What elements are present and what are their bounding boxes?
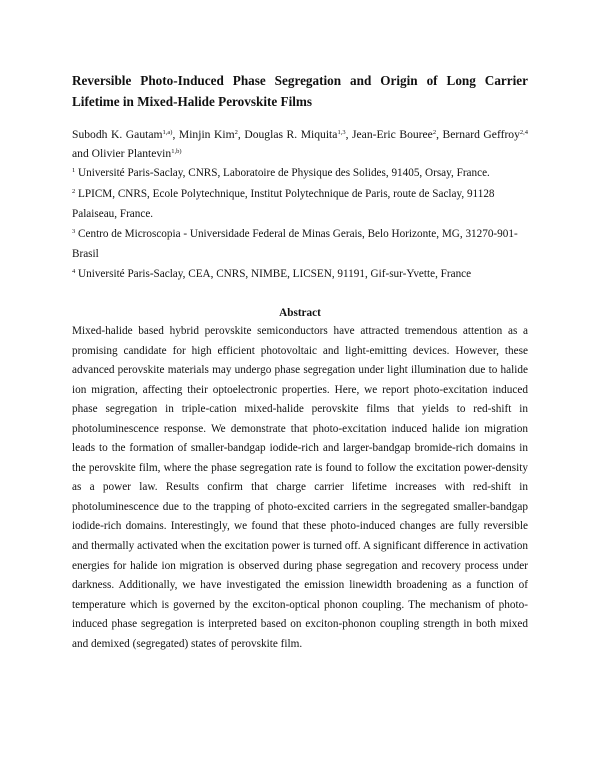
author-affiliation-mark: 2,4 (519, 129, 529, 136)
affiliation-number: 1 (72, 167, 76, 174)
affiliation-number: 2 (72, 188, 76, 195)
author-affiliation-mark: 1,3 (337, 129, 346, 136)
affiliation (72, 184, 528, 224)
affiliation-text: Université Paris-Saclay, CNRS, Laboratoire de Physique des Solides, 91405, Orsay, France. (78, 167, 490, 179)
affiliation-text: Université Paris-Saclay, CEA, CNRS, NIMBE, LICSEN, 91191, Gif-sur-Yvette, France (78, 268, 472, 280)
author-name: Bernard Geffroy (442, 128, 520, 141)
affiliation-text: Centro de Microscopia - Universidade Federal de Minas Gerais, Belo Horizonte, MG, 31270-901- Brasil (72, 228, 518, 260)
author-affiliation-mark: 1,b) (171, 148, 182, 155)
affiliation-number: 4 (72, 268, 76, 275)
author-name: Olivier Plantevin (91, 147, 172, 160)
author-name: Jean-Eric Bouree (352, 128, 433, 141)
author-name: Minjin Kim (178, 128, 235, 141)
affiliation (72, 264, 528, 284)
author-connector: and (72, 147, 89, 160)
author-affiliation-mark: 2 (234, 129, 238, 136)
affiliation-number: 3 (72, 228, 76, 235)
affiliation (72, 224, 528, 264)
abstract-body: Mixed-halide based hybrid perovskite semiconductors have attracted tremendous attention as a promising candidate for high efficient photovoltaic and light-emitting devices. However, these advanced perovskite materials may undergo phase segregation under light illumination due to halide ion migration, affecting their optoelectronic properties. Here, we report photo-excitation induced phase segregation in triple-cation mixed-halide perovskite films that yields to red-shift in photoluminescence response. We demonstrate that photo-excitation induced halide ion migration leads to the formation of smaller-bandgap iodide-rich and larger-bandgap bromide-rich domains in the perovskite film, where the phase segregation rate is found to follow the excitation power-density as a power law. Results confirm that charge carrier lifetime increases with red-shift in photoluminescence due to the trapping of photo-excited carriers in the segregated smaller-bandgap iodide-rich domains. Interestingly, we found that these photo-induced changes are fully reversible and thermally activated when the excitation power is turned off. A significant difference in activation energies for halide ion migration is observed during phase segregation and recovery process under darkness. Additionally, we have investigated the emission linewidth broadening as a function of temperature which is governed by the exciton-optical phonon coupling. The mechanism of photo-induced phase segregation is interpreted based on exciton-phonon coupling strength in both mixed and demixed (segregated) states of perovskite film. (72, 325, 528, 650)
abstract-heading: Abstract (279, 307, 321, 319)
affiliation-text: LPICM, CNRS, Ecole Polytechnique, Institut Polytechnique de Paris, route de Saclay, 91128 Palaiseau, France. (72, 188, 495, 220)
author-name: Douglas R. Miquita (244, 128, 338, 141)
affiliation (72, 163, 528, 183)
paper-title: Reversible Photo-Induced Phase Segregation and Origin of Long Carrier Lifetime in Mixed-Halide Perovskite Films (72, 73, 528, 109)
author-affiliation-mark: 1,a) (162, 129, 173, 136)
author-affiliation-mark: 2 (432, 129, 437, 136)
author-name: Subodh K. Gautam (72, 128, 163, 141)
author-list: Subodh K. Gautam$^{1,a)}$, Minjin Kim$^2$, Douglas R. Miquita$^{1,3}$, Jean-Eric Bouree$^2$, Bernard Geffroy$^{2,4}$ and Olivier Plantevin$^{1,b)}$ (72, 128, 529, 160)
